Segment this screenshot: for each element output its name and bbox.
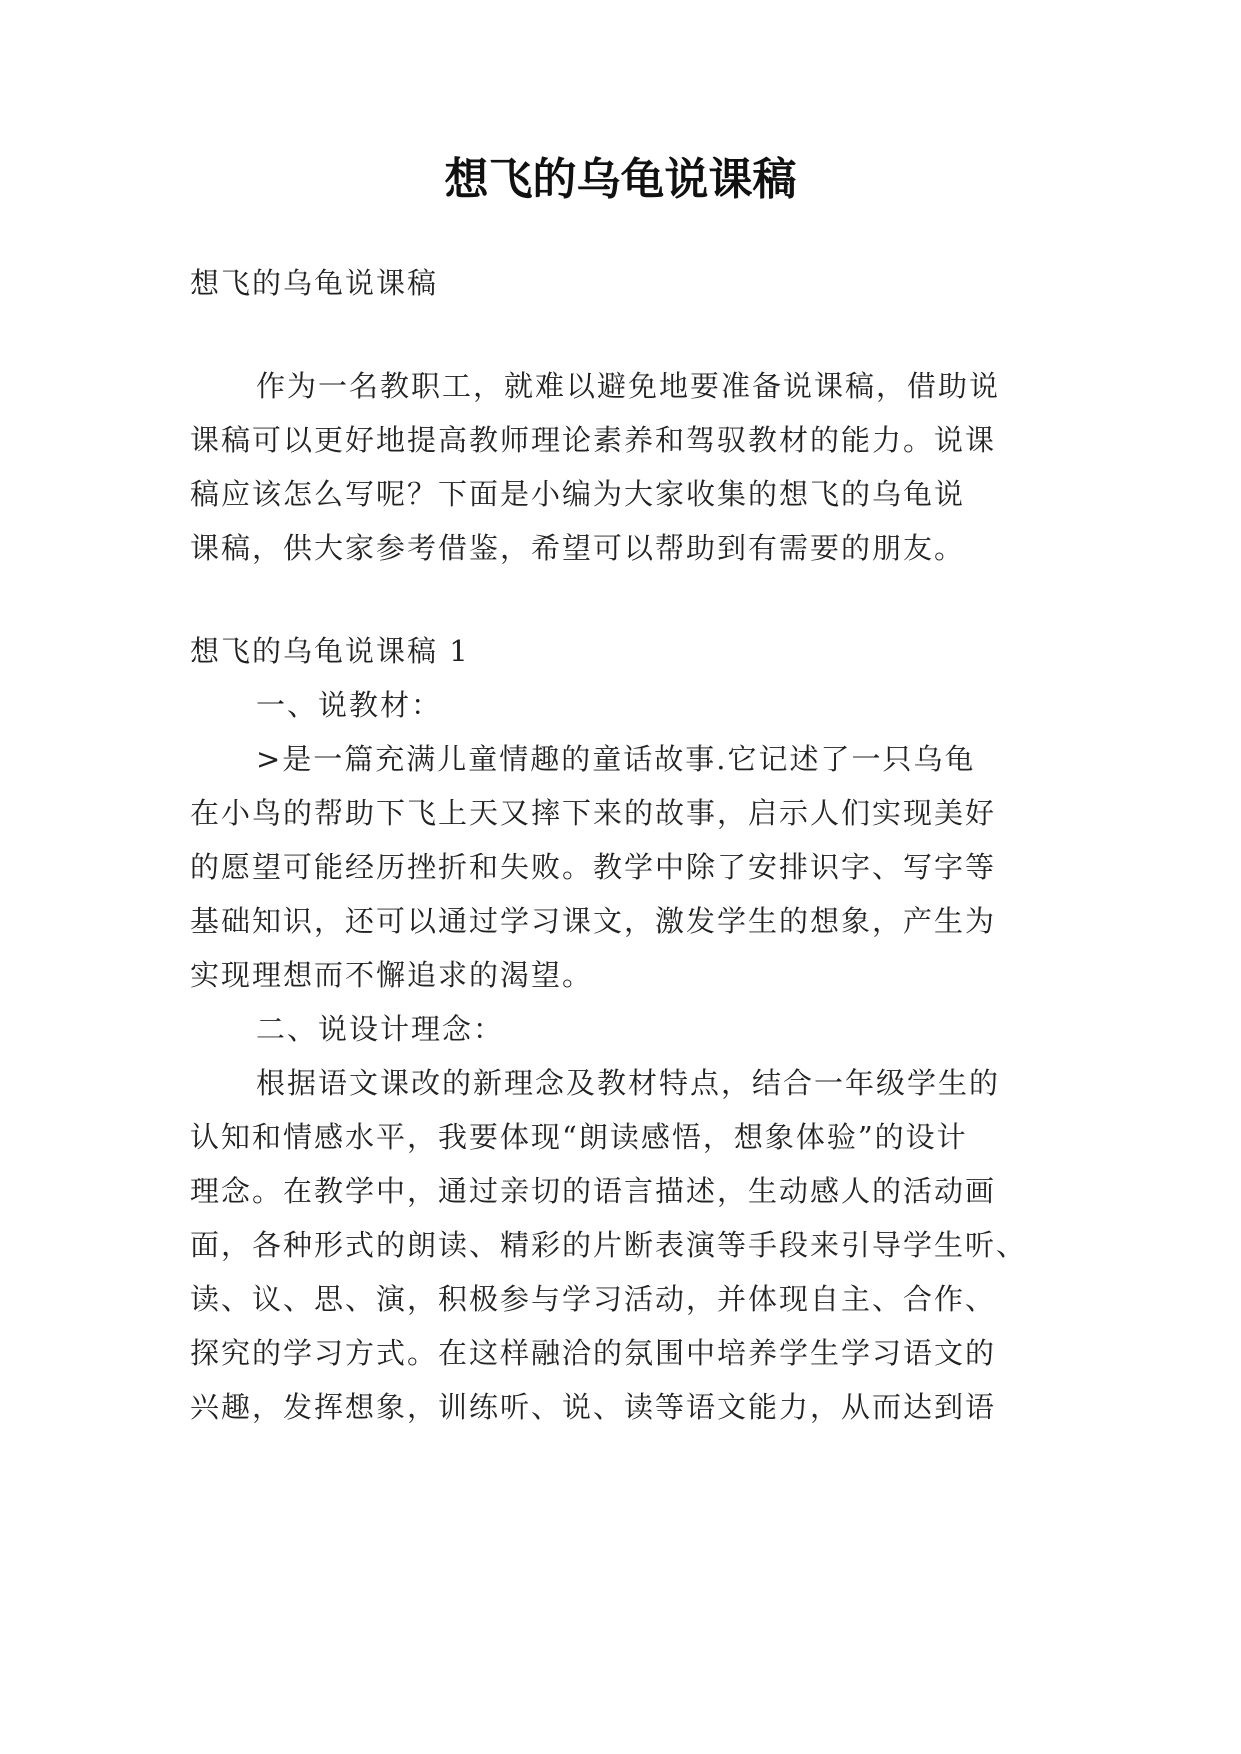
part2-line: 认知和情感水平，我要体现“朗读感悟，想象体验”的设计 xyxy=(190,1120,968,1154)
intro-line: 作为一名教职工，就难以避免地要准备说课稿，借助说 xyxy=(256,369,1001,403)
part1-line: 的愿望可能经历挫折和失败。教学中除了安排识字、写字等 xyxy=(190,850,997,884)
part2-line: 理念。在教学中，通过亲切的语言描述，生动感人的活动画 xyxy=(190,1174,997,1208)
part1-line: >是一篇充满儿童情趣的童话故事.它记述了一只乌龟 xyxy=(256,742,976,776)
intro-line: 课稿可以更好地提高教师理论素养和驾驭教材的能力。说课 xyxy=(190,423,997,457)
document-subtitle: 想飞的乌龟说课稿 xyxy=(190,266,439,300)
part1-line: 实现理想而不懈追求的渴望。 xyxy=(190,958,594,992)
part1-heading: 一、说教材： xyxy=(256,688,443,722)
part2-line: 读、议、思、演，积极参与学习活动，并体现自主、合作、 xyxy=(190,1282,997,1316)
part2-line: 兴趣，发挥想象，训练听、说、读等语文能力，从而达到语 xyxy=(190,1390,997,1424)
part1-line: 在小鸟的帮助下飞上天又摔下来的故事，启示人们实现美好 xyxy=(190,796,997,830)
part2-line: 根据语文课改的新理念及教材特点，结合一年级学生的 xyxy=(256,1066,1001,1100)
document-title: 想飞的乌龟说课稿 xyxy=(444,154,797,205)
part2-line: 探究的学习方式。在这样融洽的氛围中培养学生学习语文的 xyxy=(190,1336,997,1370)
part2-heading: 二、说设计理念： xyxy=(256,1012,505,1046)
part1-line: 基础知识，还可以通过学习课文，激发学生的想象，产生为 xyxy=(190,904,997,938)
section-heading: 想飞的乌龟说课稿 1 xyxy=(190,634,470,668)
intro-line: 课稿，供大家参考借鉴，希望可以帮助到有需要的朋友。 xyxy=(190,531,966,565)
part2-line: 面，各种形式的朗读、精彩的片断表演等手段来引导学生听、 xyxy=(190,1228,1028,1262)
intro-line: 稿应该怎么写呢？下面是小编为大家收集的想飞的乌龟说 xyxy=(190,477,966,511)
